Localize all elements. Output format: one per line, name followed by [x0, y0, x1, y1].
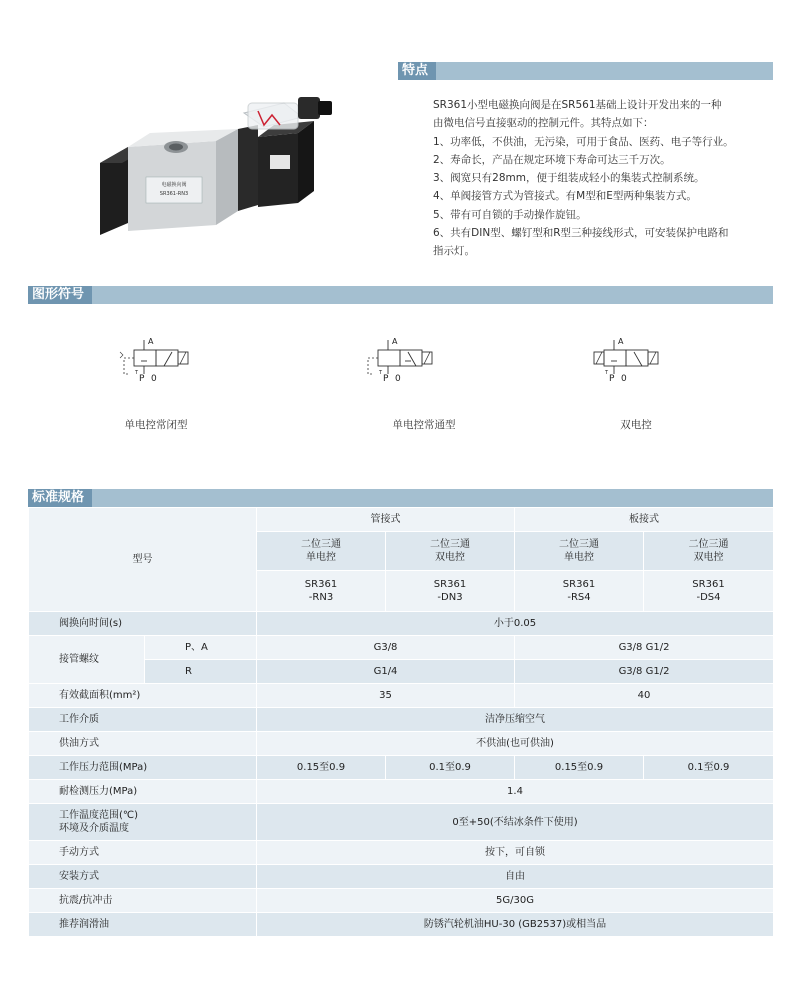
type-bottom: 双电控 [693, 552, 724, 563]
row-label: 推荐润滑油 [29, 913, 257, 937]
table-row [29, 889, 774, 913]
feature-line: 6、共有DIN型、螺钉型和R型三种接线形式，可安装保护电路和 [433, 227, 729, 240]
port-r-label: 0 [621, 374, 627, 384]
row-value: 洁净压缩空气 [257, 708, 774, 732]
table-row [29, 865, 774, 889]
table-row [29, 841, 774, 865]
port-t-label: T [135, 370, 139, 376]
type-bottom: 双电控 [435, 552, 465, 563]
port-a-label: A [392, 337, 398, 346]
row-value: 0.1至0.9 [386, 756, 515, 780]
model-cell [386, 571, 515, 612]
port-t-label: T [605, 370, 609, 376]
row-label: 有效截面积(mm²) [29, 684, 257, 708]
product-label-line1: 电磁换向阀 [161, 182, 187, 188]
model-bottom: -DS4 [696, 592, 721, 603]
row-value: 35 [257, 684, 515, 708]
model-cell [515, 571, 644, 612]
port-p-label: P [609, 374, 615, 384]
model-top: SR361 [304, 579, 338, 590]
group-pipe: 管接式 [257, 508, 515, 532]
symbols-header [28, 286, 773, 304]
row-label [29, 804, 257, 841]
table-row [29, 708, 774, 732]
feature-line: 5、带有可自锁的手动操作旋钮。 [433, 208, 587, 221]
row-value: 防锈汽轮机油HU-30 (GB2537)或相当品 [257, 913, 774, 937]
table-row [29, 756, 774, 780]
row-value: 自由 [257, 865, 774, 889]
table-row [29, 684, 774, 708]
model-bottom: -RN3 [308, 592, 334, 603]
row-value: 5G/30G [257, 889, 774, 913]
symbols-title: 图形符号 [28, 286, 92, 304]
row-value: G3/8 G1/2 [515, 660, 774, 684]
feature-line: SR361小型电磁换向阀是在SR561基础上设计开发出来的一种 [433, 99, 722, 111]
row-label: 安装方式 [29, 865, 257, 889]
model-cell [257, 571, 386, 612]
feature-line: 4、单阀接管方式为管接式。有M型和E型两种集装方式。 [433, 190, 697, 203]
table-row [29, 780, 774, 804]
type-top: 二位三通 [688, 539, 729, 550]
type-cell [257, 532, 386, 571]
table-row [29, 732, 774, 756]
row-value: 1.4 [257, 780, 774, 804]
row-value: 0.15至0.9 [515, 756, 644, 780]
type-top: 二位三通 [301, 539, 341, 550]
row-label: 耐检测压力(MPa) [29, 780, 257, 804]
row-value: G1/4 [257, 660, 515, 684]
port-r-label: 0 [395, 374, 401, 384]
port-a-label: A [148, 337, 154, 346]
symbol-single-no [360, 330, 500, 390]
table-row [29, 804, 774, 841]
spec-table [28, 507, 774, 937]
row-value: 不供油(也可供油) [257, 732, 774, 756]
features-text [433, 96, 773, 261]
row-label: 工作介质 [29, 708, 257, 732]
feature-line: 指示灯。 [433, 245, 475, 258]
row-value: 0.15至0.9 [257, 756, 386, 780]
temp-label-2: 环境及介质温度 [59, 823, 129, 834]
feature-line: 由微电信号直接驱动的控制元件。其特点如下： [433, 117, 654, 130]
table-row [29, 913, 774, 937]
row-label: 接管螺纹 [29, 636, 145, 684]
type-cell [515, 532, 644, 571]
symbol-caption: 双电控 [620, 419, 652, 431]
model-cell [644, 571, 774, 612]
row-value: 按下，可自锁 [257, 841, 774, 865]
sub-label: P、A [145, 636, 257, 660]
model-top: SR361 [433, 579, 467, 590]
symbol-double [586, 330, 726, 390]
model-top: SR361 [692, 579, 725, 590]
model-bottom: -RS4 [567, 592, 591, 603]
type-bottom: 单电控 [564, 552, 594, 563]
spec-title: 标准规格 [28, 489, 92, 507]
type-top: 二位三通 [430, 539, 470, 550]
table-row [29, 508, 774, 532]
spec-header [28, 489, 773, 507]
row-value: 40 [515, 684, 774, 708]
row-label: 工作压力范围(MPa) [29, 756, 257, 780]
feature-line: 2、寿命长，产品在规定环境下寿命可达三千万次。 [433, 153, 671, 166]
symbol-caption: 单电控常闭型 [124, 419, 188, 431]
row-value: 0.1至0.9 [644, 756, 774, 780]
features-title: 特点 [398, 62, 436, 80]
feature-line: 3、阀宽只有28mm，便于组装成轻小的集装式控制系统。 [433, 172, 705, 185]
product-image [88, 85, 348, 245]
row-value: G3/8 [257, 636, 515, 660]
row-label: 抗震/抗冲击 [29, 889, 257, 913]
type-cell [644, 532, 774, 571]
row-value: 0至+50(不结冰条件下使用) [257, 804, 774, 841]
row-value: 小于0.05 [257, 612, 774, 636]
model-top: SR361 [562, 579, 596, 590]
port-t-label: T [379, 370, 383, 376]
table-row [29, 636, 774, 660]
symbol-caption: 单电控常通型 [392, 419, 456, 431]
type-top: 二位三通 [559, 539, 599, 550]
table-row [29, 612, 774, 636]
type-cell [386, 532, 515, 571]
model-label-cell [29, 508, 257, 612]
row-label: 阀换向时间(s) [29, 612, 257, 636]
port-p-label: P [139, 374, 145, 384]
features-header [398, 62, 773, 80]
temp-label-1: 工作温度范围(℃) [59, 810, 139, 821]
sub-label: R [145, 660, 257, 684]
row-label: 供油方式 [29, 732, 257, 756]
type-bottom: 单电控 [306, 552, 336, 563]
group-plate: 板接式 [515, 508, 774, 532]
port-a-label: A [618, 337, 624, 346]
symbol-single-nc [116, 330, 256, 390]
row-value: G3/8 G1/2 [515, 636, 774, 660]
feature-line: 1、功率低，不供油，无污染，可用于食品、医药、电子等行业。 [433, 135, 734, 148]
port-p-label: P [383, 374, 389, 384]
port-r-label: 0 [151, 374, 157, 384]
product-label-line2: SR361-RN3 [159, 191, 189, 197]
model-label: 型号 [132, 554, 153, 565]
model-bottom: -DN3 [437, 592, 463, 603]
row-label: 手动方式 [29, 841, 257, 865]
